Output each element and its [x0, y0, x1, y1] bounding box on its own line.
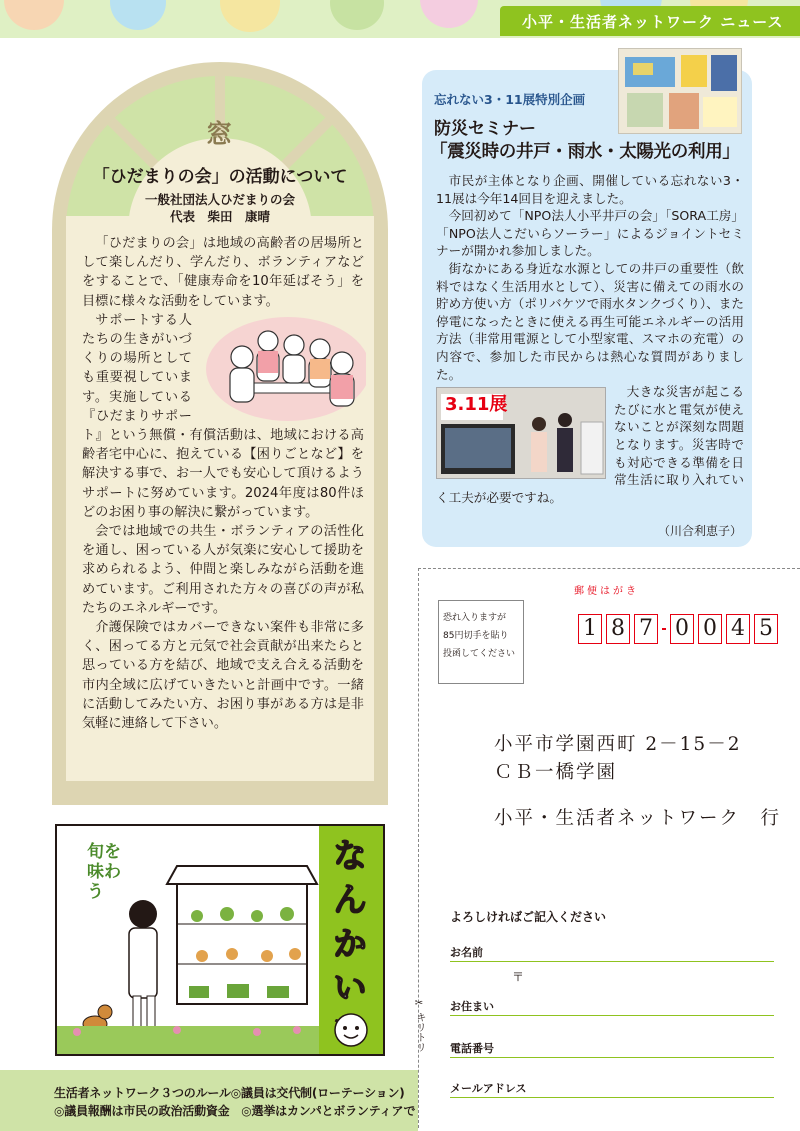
smiley-mascot-icon — [319, 1010, 383, 1050]
stamp-box — [438, 600, 524, 684]
recipient-building: ＣＢ一橋学園 — [494, 762, 618, 783]
stamp-note-line: 85円切手を貼り — [443, 631, 509, 641]
zip-digit: 4 — [726, 614, 750, 644]
header-band — [0, 0, 800, 38]
party-rules-band — [0, 1070, 418, 1131]
zip-digit: 5 — [754, 614, 778, 644]
seminar-paragraph: 街なかにある身近な水源としての井戸の重要性（飲料ではなく生活用水として）、災害に備えての雨水の貯め方使い方（ポリバケツで雨水タンクづくり）、また停電になったときに使える再生可能エネルギーの活用方法（非常用電源として小型家電、スマホの充電）の内容で、参加した市民からは熱心な質問がありました。 — [436, 260, 744, 382]
newsletter-title: 小平・生活者ネットワーク ニュース — [500, 6, 800, 36]
seminar-paragraph: 市民が主体となり企画、開催している忘れない3・11展は今年14回目を迎えました。 — [436, 173, 744, 206]
address-field-label: お住まい — [450, 1000, 494, 1013]
seminar-article — [422, 70, 752, 547]
recipient-name: 小平・生活者ネットワーク 行 — [494, 808, 782, 829]
seminar-paragraph: 今回初めて「NPO法人小平井戸の会」「SORA工房」「NPO法人こだいらソーラー」によるジョイントセミナーが開かれ参加しました。 — [436, 208, 744, 259]
comic-panel — [55, 824, 385, 1056]
photo-sign: 3.11展 — [445, 394, 508, 416]
exhibit-photo — [618, 48, 742, 134]
column-paragraph: 介護保険ではカバーできない案件も非常に多く、困ってる方と元気で社会貢献が出来たらと思っている方を結び、地域で支え合える活動を市内全域に広げていきたいと計画中です。一緒に活動してみたい方、お困り事がある方は是非気軽に連絡して下さい。 — [82, 620, 364, 732]
seminar-body — [436, 172, 744, 506]
comic-title: なんかい — [333, 836, 367, 1007]
zip-separator — [662, 628, 666, 630]
zip-digit: 7 — [634, 614, 658, 644]
seminar-kicker: 忘れない3・11展特別企画 — [434, 92, 586, 107]
zip-digit: 8 — [606, 614, 630, 644]
recipient-address: 小平市学園西町 2－15－2 — [494, 734, 742, 755]
email-field[interactable] — [450, 1080, 774, 1098]
cut-guide — [412, 998, 426, 1052]
postal-code-boxes — [578, 612, 782, 646]
seminar-paragraph: 大きな災害が起こるたびに水と電気が使えないことが深刻な問題となります。災害時でも対応できる準備を日常生活に取り入れていく工夫が必要ですね。 — [436, 384, 744, 505]
postcard-label: 郵便はがき — [574, 586, 639, 597]
seminar-subtitle: 「震災時の井戸・雨水・太陽光の利用」 — [430, 142, 740, 162]
name-field-label: お名前 — [450, 946, 483, 959]
cut-guide-label: キリトリ — [414, 1012, 425, 1052]
comic-title-band — [319, 826, 383, 1054]
postal-mark: 〒 — [512, 970, 525, 984]
address-field[interactable] — [450, 998, 774, 1016]
deco-circle — [220, 0, 280, 32]
email-field-label: メールアドレス — [450, 1082, 527, 1095]
seminar-author: （川合利恵子） — [657, 524, 742, 538]
deco-circle — [110, 0, 166, 30]
zip-digit: 1 — [578, 614, 602, 644]
zip-digit: 0 — [670, 614, 694, 644]
cut-line-horizontal — [418, 568, 800, 569]
column-representative: 代表 柴田 康晴 — [169, 209, 270, 224]
phone-field[interactable] — [450, 1040, 774, 1058]
form-intro: よろしければご記入ください — [450, 910, 607, 924]
stamp-note-line: 投函してください — [443, 649, 516, 659]
column-heading: 窓 — [205, 120, 234, 150]
name-field[interactable] — [450, 944, 774, 962]
deco-circle — [4, 0, 64, 30]
elderly-group-illustration — [196, 315, 366, 421]
comic-caption: 旬を味わう — [87, 842, 121, 902]
phone-field-label: 電話番号 — [450, 1042, 494, 1055]
column-org: 一般社団法人ひだまりの会 — [144, 192, 295, 207]
column-title: 「ひだまりの会」の活動について — [92, 167, 348, 187]
zip-digit: 0 — [698, 614, 722, 644]
column-paragraph: サポートする人たちの生きがいづくりの場所としても重要視しています。実施している『ひだまりサポート』という無償・有償活動は、地域における高齢者宅中心に、抱えている【困りごとなど】を解決する事で、お一人でも安心して頂けるようサポートに努めています。2024年度は80件ほどのお困り事の解決に繋がっています。 — [82, 312, 364, 520]
seminar-title: 防災セミナー — [434, 119, 536, 139]
column-paragraph: 会では地域での共生・ボランティアの活性化を通し、困っている人が気楽に安心して援助を求められるよう、仲間と楽しみながら活動を進めています。ご利用された方々の喜びの声が私たちのエネルギーです。 — [82, 524, 364, 616]
stamp-note-line: 恐れ入りますが — [443, 613, 507, 623]
rules-line: ◎議員報酬は市民の政治活動資金 ◎選挙はカンパとボランティアで — [54, 1104, 416, 1118]
seminar-photo — [436, 387, 606, 479]
column-article — [82, 234, 364, 733]
column-paragraph: 「ひだまりの会」は地域の高齢者の居場所として楽しんだり、学んだり、ボランティアなどをすることで、「健康寿命を10年延ばそう」を目標に様々な活動をしています。 — [82, 236, 364, 309]
scissors-icon: ✂ — [414, 998, 424, 1009]
deco-circle — [330, 0, 384, 30]
deco-circle — [420, 0, 478, 28]
rules-line: 生活者ネットワーク３つのルール◎議員は交代制(ローテーション) — [54, 1086, 405, 1100]
